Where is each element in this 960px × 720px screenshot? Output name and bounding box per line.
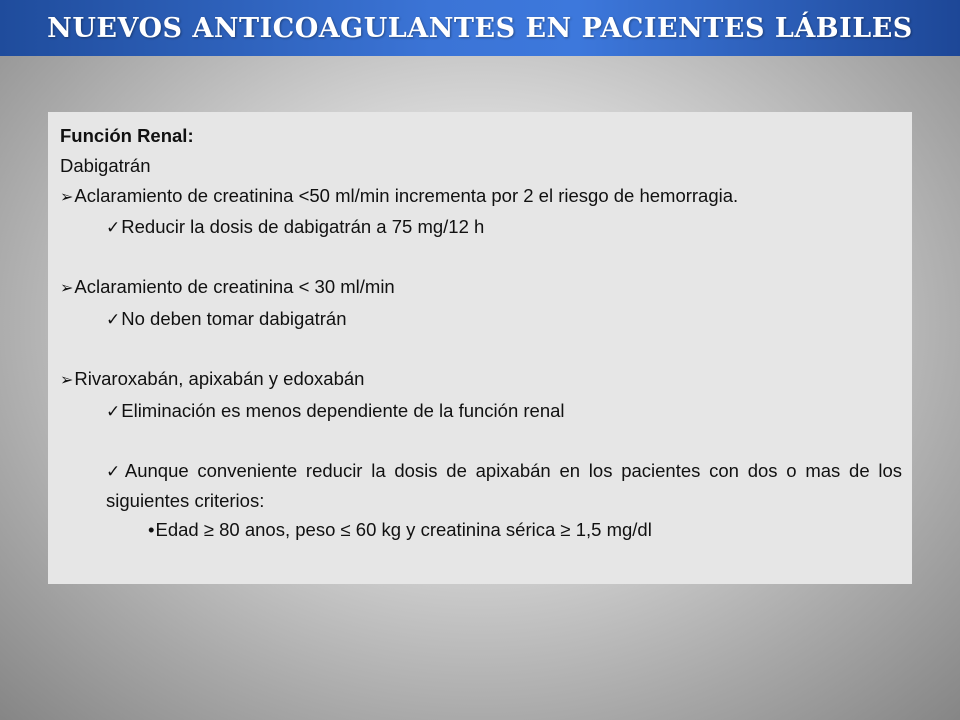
point-3: [60, 364, 902, 396]
check-bullet-icon: ✓: [106, 462, 124, 481]
title-bar: [0, 0, 960, 56]
section-heading: Función Renal:: [60, 125, 194, 146]
content-box: [48, 112, 912, 584]
drug-name: Dabigatrán: [60, 155, 151, 176]
criteria-text: Edad ≥ 80 anos, peso ≤ 60 kg y creatinina sérica ≥ 1,5 mg/dl: [155, 519, 652, 540]
check-bullet-icon: ✓: [106, 218, 121, 237]
check-bullet-icon: ✓: [106, 402, 121, 421]
arrow-bullet-icon: ➢: [60, 280, 74, 297]
arrow-bullet-icon: ➢: [60, 189, 74, 206]
subpoint-2-1: [60, 304, 902, 335]
subpoint-3-2-text: Aunque conveniente reducir la dosis de apixabán en los pacientes con dos o mas de los siguientes criterios:: [106, 460, 902, 511]
subpoint-1-1: [60, 212, 902, 243]
criteria-item: [60, 515, 902, 545]
slide-title: NUEVOS ANTICOAGULANTES EN PACIENTES LÁBILES: [47, 12, 913, 44]
subpoint-1-1-text: Reducir la dosis de dabigatrán a 75 mg/12 h: [121, 216, 485, 237]
subpoint-3-1: [60, 396, 902, 427]
subpoint-3-1-text: Eliminación es menos dependiente de la función renal: [121, 400, 565, 421]
subpoint-2-1-text: No deben tomar dabigatrán: [121, 308, 347, 329]
spacer: [60, 243, 902, 272]
spacer: [60, 335, 902, 364]
point-1-text: Aclaramiento de creatinina <50 ml/min incrementa por 2 el riesgo de hemorragia.: [74, 185, 739, 206]
point-3-text: Rivaroxabán, apixabán y edoxabán: [74, 368, 365, 389]
spacer: [60, 427, 902, 456]
point-2: [60, 272, 902, 304]
point-2-text: Aclaramiento de creatinina < 30 ml/min: [74, 276, 395, 297]
arrow-bullet-icon: ➢: [60, 372, 74, 389]
point-1: [60, 181, 902, 212]
check-bullet-icon: ✓: [106, 310, 121, 329]
subpoint-3-2: [60, 456, 902, 515]
dot-bullet-icon: •: [148, 519, 155, 540]
